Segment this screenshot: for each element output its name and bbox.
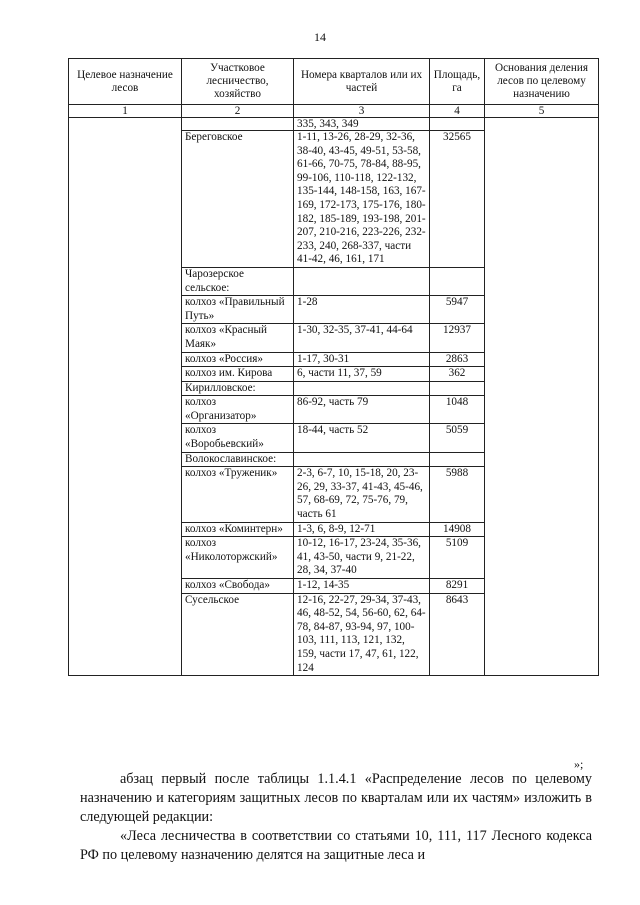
header-forestry-unit: Участковое лесничество, хозяйство <box>182 59 294 105</box>
area-cell: 8643 <box>430 593 485 676</box>
paragraph-forest-categories: «Леса лесничества в соответствии со статьями 10, 111, 117 Лесного кодекса РФ по целевому назначению делятся на защитные леса и <box>80 828 592 863</box>
column-number: 5 <box>485 105 599 118</box>
quarters-cell: 12-16, 22-27, 29-34, 37-43, 46, 48-52, 54, 56-60, 62, 64-78, 84-87, 93-94, 97, 100-103, 111, 113, 121, 132, 159, части 17, 47, 61, 122, 124 <box>294 593 430 676</box>
column-number: 1 <box>69 105 182 118</box>
column-number: 4 <box>430 105 485 118</box>
column-number: 3 <box>294 105 430 118</box>
area-cell: 5988 <box>430 467 485 522</box>
quarters-cell: 6, части 11, 37, 59 <box>294 367 430 382</box>
area-cell: 32565 <box>430 131 485 268</box>
quarters-cell: 86-92, часть 79 <box>294 396 430 424</box>
unit-cell: колхоз «Коминтерн» <box>182 522 294 537</box>
quarters-cell <box>294 267 430 295</box>
area-cell <box>430 267 485 295</box>
purpose-cell <box>69 118 182 676</box>
unit-cell: Чарозерское сельское: <box>182 267 294 295</box>
unit-cell: колхоз «Свобода» <box>182 579 294 594</box>
paragraph-amendment: абзац первый после таблицы 1.1.4.1 «Распределение лесов по целевому назначению и категориям защитных лесов по кварталам или их частям» изложить в следующей редакции: <box>80 771 592 825</box>
unit-cell: колхоз «Красный Маяк» <box>182 324 294 352</box>
area-cell: 8291 <box>430 579 485 594</box>
area-cell <box>430 452 485 467</box>
unit-cell: Береговское <box>182 131 294 268</box>
unit-cell: колхоз «Правильный Путь» <box>182 296 294 324</box>
header-quarter-numbers: Номера кварталов или их частей <box>294 59 430 105</box>
area-cell <box>430 118 485 131</box>
unit-cell: Волокославинское: <box>182 452 294 467</box>
table-body <box>69 118 599 676</box>
quarters-cell: 1-11, 13-26, 28-29, 32-36, 38-40, 43-45, 49-51, 53-58, 61-66, 70-75, 78-84, 88-95, 99-106, 110-118, 122-132, 135-144, 148-158, 163, 167-169, 172-173, 175-176, 180-182, 185-189, 193-198, 201-207, 210-216, 223-226, 232-233, 240, 268-337, части 41-42, 46, 161, 171 <box>294 131 430 268</box>
unit-cell: колхоз «Воробьевский» <box>182 424 294 452</box>
unit-cell: колхоз «Николоторжский» <box>182 537 294 579</box>
header-area: Площадь, га <box>430 59 485 105</box>
area-cell: 2863 <box>430 352 485 367</box>
quarters-cell <box>294 452 430 467</box>
column-number-row <box>69 105 599 118</box>
closing-quote-mark: »; <box>574 757 584 771</box>
unit-cell: Кирилловское: <box>182 381 294 396</box>
area-cell: 1048 <box>430 396 485 424</box>
unit-cell <box>182 118 294 131</box>
table-row <box>69 118 599 131</box>
area-cell: 5947 <box>430 296 485 324</box>
unit-cell: Сусельское <box>182 593 294 676</box>
area-cell <box>430 381 485 396</box>
unit-cell: колхоз «Труженик» <box>182 467 294 522</box>
header-purpose: Целевое назначение лесов <box>69 59 182 105</box>
quarters-cell: 1-28 <box>294 296 430 324</box>
unit-cell: колхоз «Организатор» <box>182 396 294 424</box>
forest-distribution-table <box>68 58 599 676</box>
quarters-cell: 10-12, 16-17, 23-24, 35-36, 41, 43-50, части 9, 21-22, 28, 34, 37-40 <box>294 537 430 579</box>
column-number: 2 <box>182 105 294 118</box>
quarters-cell: 18-44, часть 52 <box>294 424 430 452</box>
area-cell: 14908 <box>430 522 485 537</box>
area-cell: 5059 <box>430 424 485 452</box>
basis-cell <box>485 118 599 676</box>
quarters-cell: 1-3, 6, 8-9, 12-71 <box>294 522 430 537</box>
quarters-cell: 1-17, 30-31 <box>294 352 430 367</box>
quarters-cell: 1-30, 32-35, 37-41, 44-64 <box>294 324 430 352</box>
area-cell: 5109 <box>430 537 485 579</box>
header-basis: Основания деления лесов по целевому назначению <box>485 59 599 105</box>
quarters-cell: 2-3, 6-7, 10, 15-18, 20, 23-26, 29, 33-37, 41-43, 45-46, 57, 68-69, 72, 75-76, 79, часть 61 <box>294 467 430 522</box>
page-number: 14 <box>314 30 326 44</box>
area-cell: 362 <box>430 367 485 382</box>
quarters-cell <box>294 381 430 396</box>
area-cell: 12937 <box>430 324 485 352</box>
table-header-row <box>69 59 599 105</box>
quarters-cell: 1-12, 14-35 <box>294 579 430 594</box>
quarters-cell: 335, 343, 349 <box>294 118 430 131</box>
unit-cell: колхоз «Россия» <box>182 352 294 367</box>
unit-cell: колхоз им. Кирова <box>182 367 294 382</box>
